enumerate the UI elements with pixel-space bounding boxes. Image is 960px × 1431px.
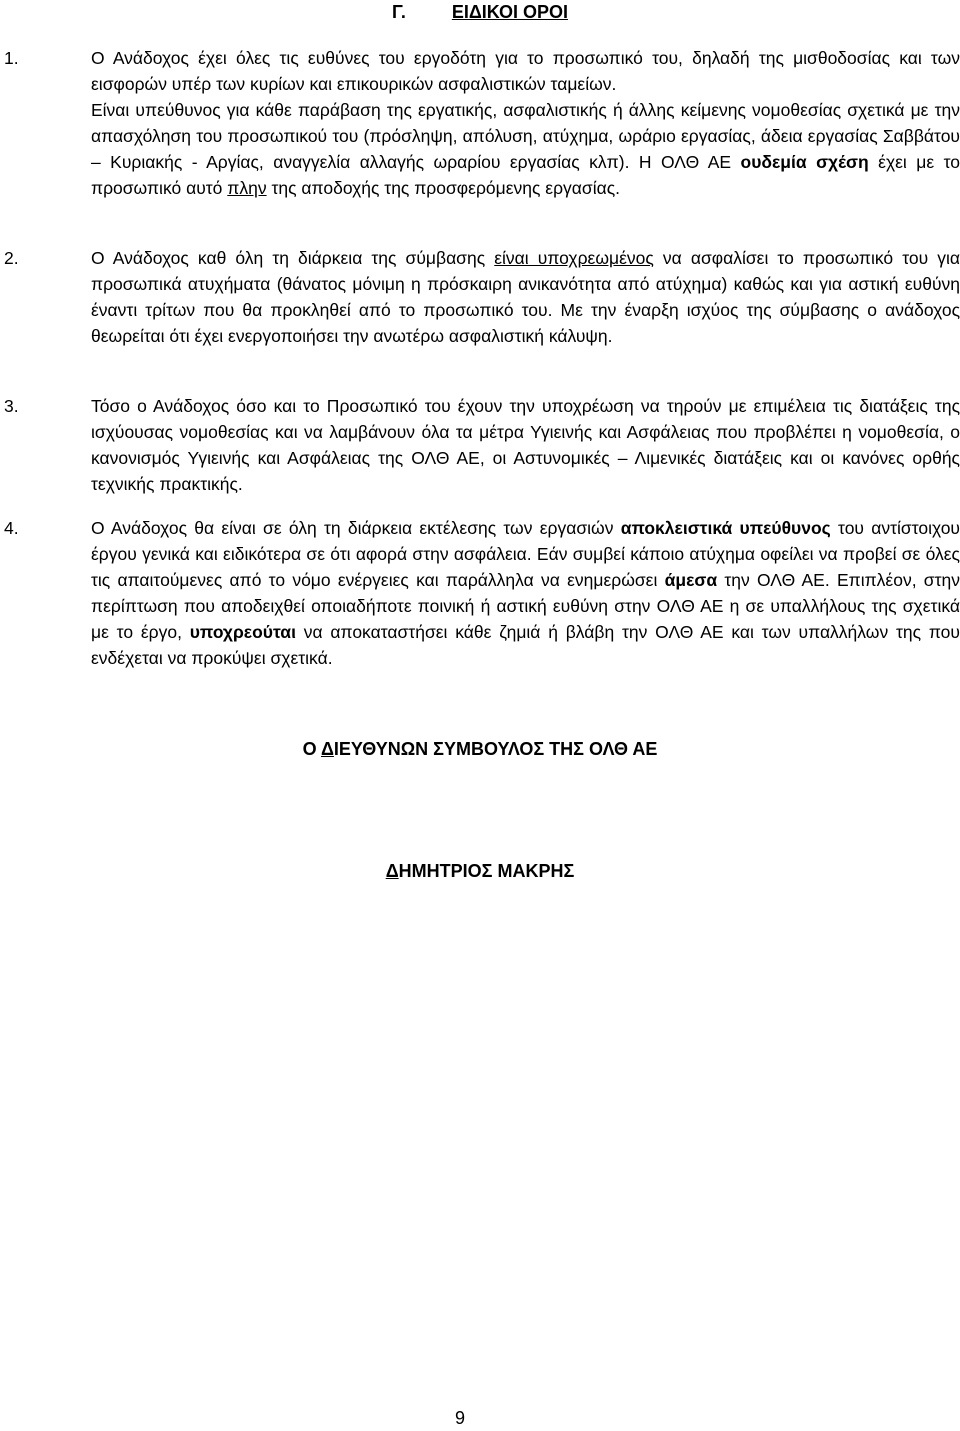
name-text: ΗΜΗΤΡΙΟΣ ΜΑΚΡΗΣ — [398, 861, 575, 881]
item-2-underlined-text: είναι υποχρεωμένος — [494, 248, 654, 268]
item-1-paragraph-2 — [91, 97, 960, 201]
item-1-text-b: Είναι υπεύθυνος για κάθε παράβαση της εργατικής, ασφαλιστικής ή άλλης κείμενης νομοθεσίας σχετικά με την απασχόληση του προσωπικού του (πρόσληψη, απόλυση, ατύχημα, ωράριο εργασίας, άδεια εργασίας Σαββάτου – Κυριακής - Αργίας, αναγγελία αλλαγής ωραρίου εργασίας κλπ). Η ΟΛΘ ΑΕ — [91, 100, 960, 172]
item-1-paragraph-1 — [91, 45, 960, 97]
signatory-name — [0, 859, 960, 883]
role-prefix: Ο — [302, 739, 321, 759]
item-2-text-b: να ασφαλίσει το προσωπικό του για προσωπικά ατυχήματα (θάνατος μόνιμη η πρόσκαιρη ανικανότητα από ατύχημα) καθώς και για αστική ευθύνη έναντι τρίτων που θα προκληθεί από το προσωπικό του. Με την έναρξη ισχύος της σύμβασης ο ανάδοχος θεωρείται ότι έχει ενεργοποιήσει την ανωτέρω ασφαλιστική κάλυψη. — [91, 248, 960, 346]
list-item-1 — [0, 45, 960, 201]
item-4-bold-text-2: άμεσα — [664, 570, 718, 590]
item-4-bold-text-3: υποχρεούται — [189, 622, 296, 642]
item-number: 1. — [4, 48, 19, 68]
item-1-underlined-text: πλην — [227, 178, 267, 198]
signatory-role — [0, 737, 960, 761]
item-4-paragraph — [91, 515, 960, 671]
item-4-text-b: του αντίστοιχου έργου γενικά και ειδικότερα σε ότι αφορά στην ασφάλεια. Εάν συμβεί κάποιο ατύχημα οφείλει να προβεί σε όλες τις απαιτούμενες από το νόμο ενέργειες και παράλληλα να ενημερώσει — [91, 518, 960, 590]
item-4-bold-text-1: αποκλειστικά υπεύθυνος — [620, 518, 831, 538]
item-number: 2. — [4, 248, 19, 268]
item-number: 3. — [4, 396, 19, 416]
item-2-text-a: Ο Ανάδοχος καθ όλη τη διάρκεια της σύμβασης — [91, 248, 495, 268]
item-1-text-d: της αποδοχής της προσφερόμενης εργασίας. — [266, 178, 621, 198]
section-heading — [0, 0, 960, 24]
item-1-text-a: Ο Ανάδοχος έχει όλες τις ευθύνες του εργοδότη για το προσωπικό του, δηλαδή της μισθοδοσίας και των εισφορών υπέρ των κυρίων και επικουρικών ασφαλιστικών ταμείων. — [91, 48, 960, 94]
item-2-paragraph — [91, 245, 960, 349]
role-underlined-letter: Δ — [320, 739, 334, 759]
item-1-text-c: έχει με το προσωπικό αυτό — [91, 152, 960, 198]
list-item-2 — [0, 245, 960, 349]
item-3-paragraph: Τόσο ο Ανάδοχος όσο και το Προσωπικό του έχουν την υποχρέωση να τηρούν με επιμέλεια τις διατάξεις της ισχύουσας νομοθεσίας και να λαμβάνουν όλα τα μέτρα Υγιεινής και Ασφάλειας που προβλέπει η νομοθεσία, ο κανονισμός Υγιεινής και Ασφάλειας της ΟΛΘ ΑΕ, οι Αστυνομικές – Λιμενικές διατάξεις και οι κανόνες ορθής τεχνικής πρακτικής. — [91, 396, 960, 494]
role-text: ΙΕΥΘΥΝΩΝ ΣΥΜΒΟΥΛΟΣ ΤΗΣ ΟΛΘ ΑΕ — [333, 739, 658, 759]
item-4-text-d: να αποκαταστήσει κάθε ζημιά ή βλάβη την ΟΛΘ ΑΕ και των υπαλλήλων της που ενδέχεται να προκύψει σχετικά. — [91, 622, 960, 668]
item-1-bold-text: ουδεμία σχέση — [740, 152, 869, 172]
page-number: 9 — [454, 1408, 465, 1428]
item-number: 4. — [4, 518, 19, 538]
section-title: ΕΙΔΙΚΟΙ ΟΡΟΙ — [451, 2, 568, 22]
list-item-4 — [0, 515, 960, 671]
list-item-3 — [0, 393, 960, 497]
section-letter: Γ. — [392, 2, 406, 22]
item-4-text-c: την ΟΛΘ ΑΕ. Επιπλέον, στην περίπτωση που αποδειχθεί οποιαδήποτε ποινική ή αστική ευθύνη στην ΟΛΘ ΑΕ η σε υπαλλήλους της σχετικά με το έργο, — [91, 570, 960, 642]
item-4-text-a: Ο Ανάδοχος θα είναι σε όλη τη διάρκεια εκτέλεσης των εργασιών — [91, 518, 621, 538]
name-underlined-letter: Δ — [385, 861, 399, 881]
